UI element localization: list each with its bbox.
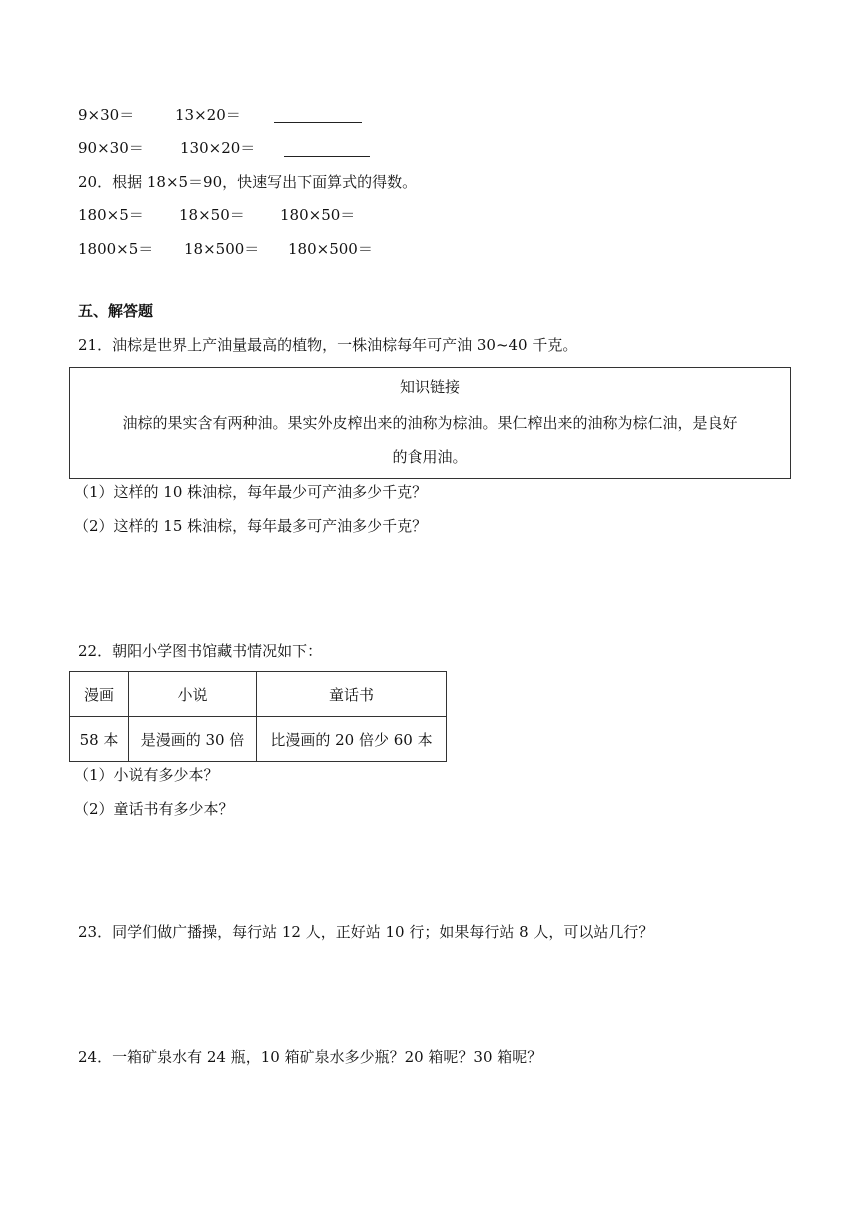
calc-item: 90×30＝ <box>78 139 144 157</box>
calc-item: 13×20＝ <box>175 106 241 124</box>
calc-item: 9×30＝ <box>78 106 135 124</box>
question-22-sub2: （2）童话书有多少本？ <box>74 800 234 818</box>
knowledge-link-line: 的食用油。 <box>392 448 468 466</box>
question-21-sub2: （2）这样的 15 株油棕，每年最多可产油多少千克？ <box>74 517 428 535</box>
calc-item: 180×50＝ <box>280 206 356 224</box>
question-22-sub1: （1）小说有多少本？ <box>74 766 219 784</box>
calc-item: 18×50＝ <box>179 206 245 224</box>
question-20-stem: 20．根据 18×5＝90，快速写出下面算式的得数。 <box>78 173 418 191</box>
calc-item: 18×500＝ <box>184 240 260 258</box>
question-23-stem: 23．同学们做广播操，每行站 12 人，正好站 10 行；如果每行站 8 人，可以站几行？ <box>78 923 654 941</box>
question-21-sub1: （1）这样的 10 株油棕，每年最少可产油多少千克？ <box>74 483 428 501</box>
question-24-stem: 24．一箱矿泉水有 24 瓶，10 箱矿泉水多少瓶？20 箱呢？30 箱呢？ <box>78 1048 543 1066</box>
table-cell: 58 本 <box>70 717 129 762</box>
table-header-cell: 童话书 <box>257 672 447 717</box>
knowledge-link-title: 知识链接 <box>399 378 460 396</box>
table-header-row <box>70 672 447 717</box>
table-cell: 比漫画的 20 倍少 60 本 <box>257 717 447 762</box>
table-cell: 是漫画的 30 倍 <box>129 717 257 762</box>
calc-item: 130×20＝ <box>180 139 256 157</box>
table-row <box>70 717 447 762</box>
table-header-cell: 漫画 <box>70 672 129 717</box>
knowledge-link-body <box>80 406 780 474</box>
answer-blank[interactable] <box>274 122 362 123</box>
calc-item: 180×500＝ <box>288 240 373 258</box>
library-table <box>69 671 447 762</box>
knowledge-link-box <box>69 367 791 479</box>
section-title: 五、解答题 <box>78 302 154 320</box>
question-22-stem: 22．朝阳小学图书馆藏书情况如下： <box>78 642 323 660</box>
calc-item: 180×5＝ <box>78 206 144 224</box>
knowledge-link-line: 油棕的果实含有两种油。果实外皮榨出来的油称为棕油。果仁榨出来的油称为棕仁油，是良好 <box>122 414 738 432</box>
table-header-cell: 小说 <box>129 672 257 717</box>
answer-blank[interactable] <box>284 156 370 157</box>
calc-item: 1800×5＝ <box>78 240 154 258</box>
question-21-stem: 21．油棕是世界上产油量最高的植物，一株油棕每年可产油 30~40 千克。 <box>78 336 578 354</box>
